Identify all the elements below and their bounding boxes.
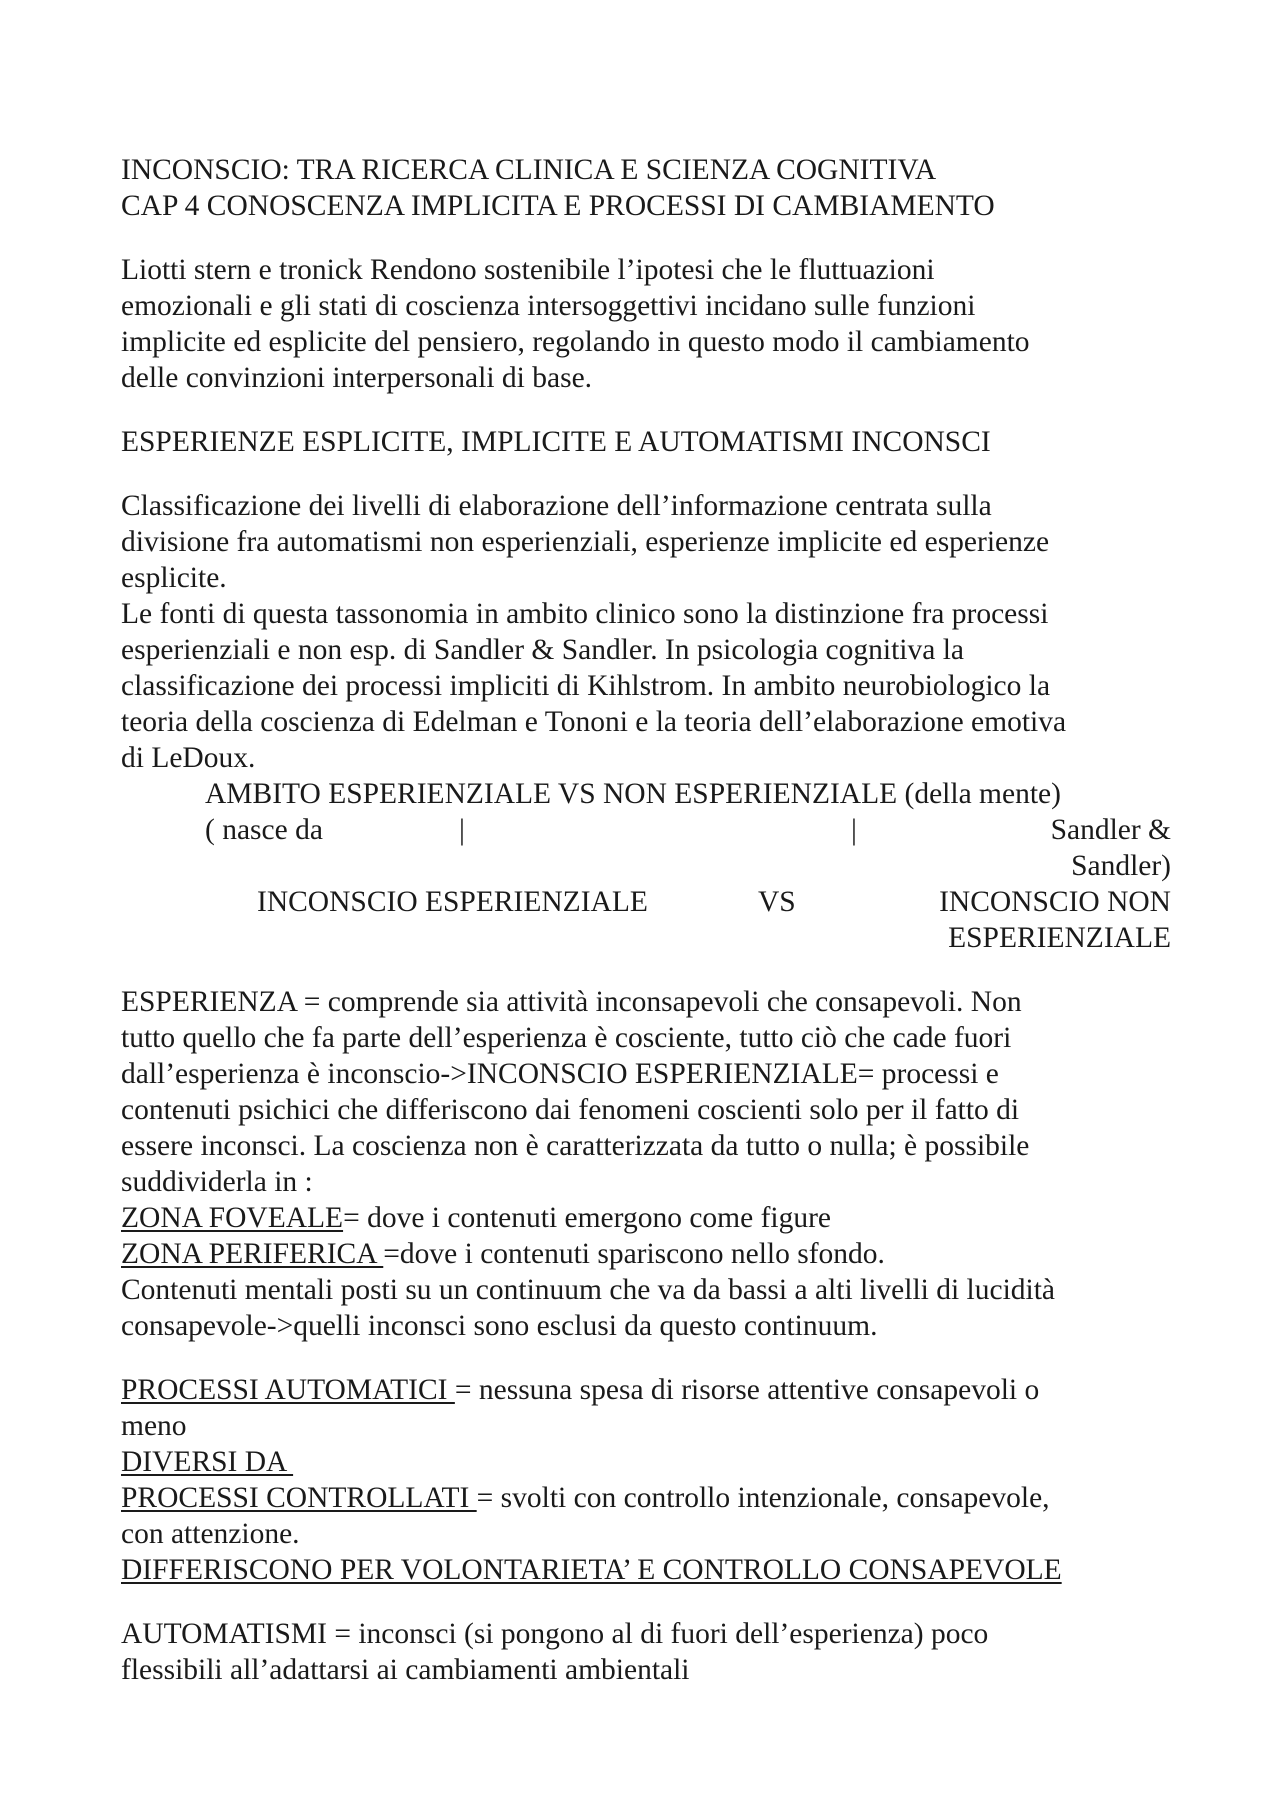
text-line: essere inconsci. La coscienza non è caratterizzata da tutto o nulla; è possibile [121, 1130, 1030, 1162]
text-line: suddividerla in : [121, 1166, 313, 1198]
processi-automatici-definition: = nessuna spesa di risorse attentive consapevoli o [454, 1374, 1040, 1406]
nasce-label: ( nasce da [205, 814, 323, 846]
text-line: di LeDoux. [121, 742, 256, 774]
text-line: delle convinzioni interpersonali di base. [121, 362, 593, 394]
text-line: implicite ed esplicite del pensiero, regolando in questo modo il cambiamento [121, 326, 1030, 358]
inconscio-row [205, 884, 1171, 920]
ambito-line: AMBITO ESPERIENZIALE VS NON ESPERIENZIALE (della mente) [205, 778, 1061, 810]
zona-foveale-term: ZONA FOVEALE [121, 1202, 344, 1234]
title-line-2: CAP 4 CONOSCENZA IMPLICITA E PROCESSI DI CAMBIAMENTO [121, 190, 995, 222]
title-line-1: INCONSCIO: TRA RICERCA CLINICA E SCIENZA COGNITIVA [121, 154, 937, 186]
zona-periferica-line [121, 1236, 1171, 1272]
text-line: esplicite. [121, 562, 227, 594]
processi-controllati-line [121, 1480, 1171, 1516]
differiscono-term: DIFFERISCONO PER VOLONTARIETA’ E CONTROLLO CONSAPEVOLE [121, 1554, 1062, 1586]
diversi-da-line [121, 1444, 1171, 1480]
text-line: Liotti stern e tronick Rendono sostenibile l’ipotesi che le fluttuazioni [121, 254, 935, 286]
esperienza-paragraph [121, 984, 1171, 1344]
processi-automatici-line [121, 1372, 1171, 1408]
text-line: AUTOMATISMI = inconsci (si pongono al di fuori dell’esperienza) poco [121, 1618, 989, 1650]
document-body [121, 152, 1171, 1688]
text-line: ESPERIENZA = comprende sia attività inconsapevoli che consapevoli. Non [121, 986, 1022, 1018]
classification-paragraph [121, 488, 1171, 776]
text-line: teoria della coscienza di Edelman e Tononi e la teoria dell’elaborazione emotiva [121, 706, 1067, 738]
divider-bar: | [851, 814, 857, 846]
section-heading: ESPERIENZE ESPLICITE, IMPLICITE E AUTOMATISMI INCONSCI [121, 426, 991, 458]
processi-paragraph [121, 1372, 1171, 1588]
text-line: Contenuti mentali posti su un continuum che va da bassi a alti livelli di lucidità [121, 1274, 1056, 1306]
sandler-label: Sandler & [1050, 814, 1171, 846]
text-line: con attenzione. [121, 1518, 300, 1550]
processi-automatici-term: PROCESSI AUTOMATICI [121, 1374, 455, 1406]
text-line: dall’esperienza è inconscio->INCONSCIO ESPERIENZIALE= processi e [121, 1058, 999, 1090]
processi-controllati-definition: = svolti con controllo intenzionale, consapevole, [476, 1482, 1050, 1514]
text-line: tutto quello che fa parte dell’esperienza è cosciente, tutto ciò che cade fuori [121, 1022, 1012, 1054]
text-line: Classificazione dei livelli di elaborazione dell’informazione centrata sulla [121, 490, 992, 522]
automatismi-paragraph [121, 1616, 1171, 1688]
text-line: classificazione dei processi impliciti di Kihlstrom. In ambito neurobiologico la [121, 670, 1051, 702]
intro-paragraph [121, 252, 1171, 396]
inconscio-non-label: INCONSCIO NON [939, 886, 1171, 918]
zona-foveale-definition: = dove i contenuti emergono come figure [343, 1202, 832, 1234]
processi-controllati-term: PROCESSI CONTROLLATI [121, 1482, 477, 1514]
sandler-label-cont: Sandler) [1071, 850, 1171, 882]
esperienziale-label: ESPERIENZIALE [948, 922, 1171, 954]
inconscio-esperienziale: INCONSCIO ESPERIENZIALE [257, 886, 648, 918]
diversi-da-term: DIVERSI DA [121, 1446, 294, 1478]
zona-periferica-term: ZONA PERIFERICA [121, 1238, 384, 1270]
text-line: meno [121, 1410, 187, 1442]
zona-periferica-definition: =dove i contenuti spariscono nello sfondo. [383, 1238, 885, 1270]
vs-label: VS [758, 886, 796, 918]
divider-bar: | [459, 814, 465, 846]
text-line: divisione fra automatismi non esperienziali, esperienze implicite ed esperienze [121, 526, 1050, 558]
text-line: emozionali e gli stati di coscienza intersoggettivi incidano sulle funzioni [121, 290, 976, 322]
ambito-diagram [205, 776, 1171, 956]
text-line: contenuti psichici che differiscono dai fenomeni coscienti solo per il fatto di [121, 1094, 1020, 1126]
zona-foveale-line [121, 1200, 1171, 1236]
differiscono-line [121, 1552, 1171, 1588]
text-line: Le fonti di questa tassonomia in ambito clinico sono la distinzione fra processi [121, 598, 1049, 630]
text-line: consapevole->quelli inconsci sono esclusi da questo continuum. [121, 1310, 878, 1342]
text-line: esperienziali e non esp. di Sandler & Sandler. In psicologia cognitiva la [121, 634, 964, 666]
nasce-row [205, 812, 1171, 848]
text-line: flessibili all’adattarsi ai cambiamenti ambientali [121, 1654, 690, 1686]
